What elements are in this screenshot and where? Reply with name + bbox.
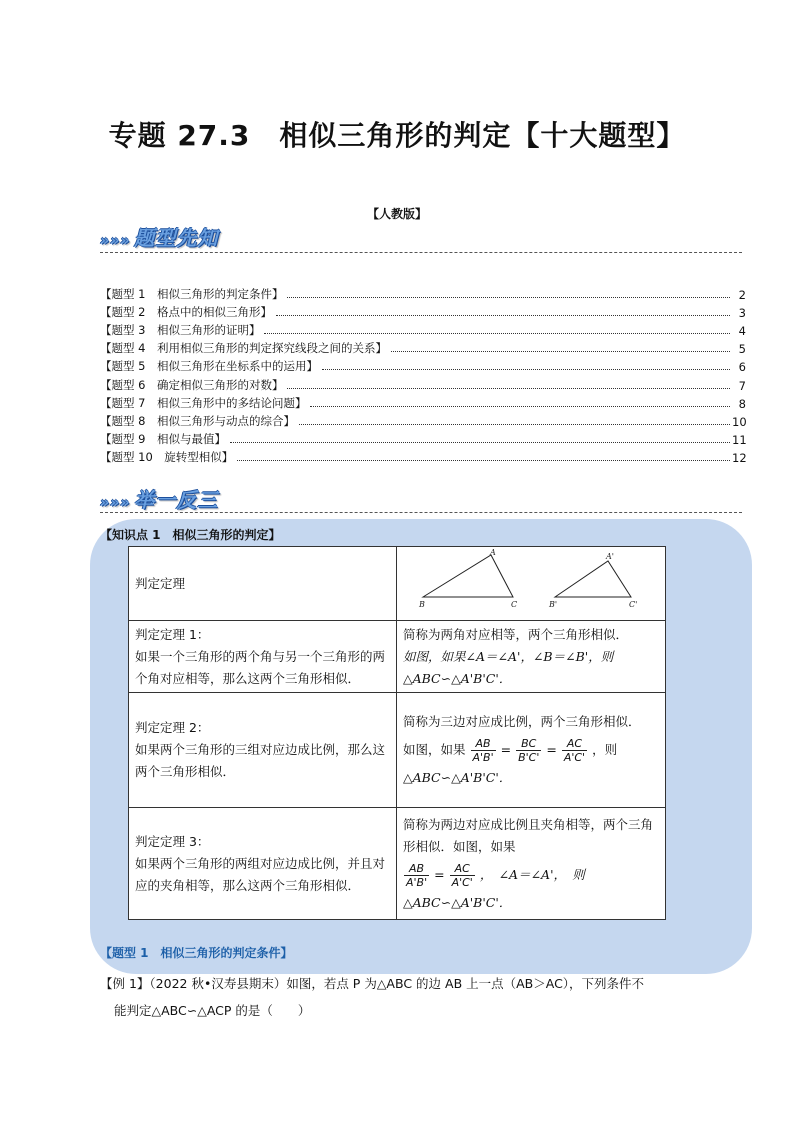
type-1-heading: 【题型 1 相似三角形的判定条件】: [100, 946, 293, 960]
vertex-a-prime: A': [606, 552, 614, 561]
theorem-1-name: 判定定理 1：: [135, 626, 210, 642]
summary-line: △ABC∽△A'B'C'．: [403, 670, 512, 686]
knowledge-title: 【知识点 1 相似三角形的判定】: [100, 528, 281, 542]
table-row: [129, 808, 666, 920]
theorem-1-desc: 如果一个三角形的两个角与另一个三角形的两个角对应相等，那么这两个三角形相似．: [135, 648, 386, 686]
toc-item[interactable]: 【题型 8 相似三角形与动点的综合】 10: [100, 413, 747, 429]
toc-item[interactable]: 【题型 6 确定相似三角形的对数】 7: [100, 377, 746, 393]
toc-item[interactable]: 【题型 2 格点中的相似三角形】 3: [100, 305, 746, 321]
document-title: 专题 27.3 相似三角形的判定【十大题型】: [108, 119, 686, 152]
fraction: $\frac{AC}{A'C'}$: [563, 737, 586, 764]
toc-item[interactable]: 【题型 3 相似三角形的证明】 4: [100, 323, 746, 339]
theorem-2-name: 判定定理 2：: [135, 720, 210, 735]
summary-line: 简称为三边对应成比例，两个三角形相似．: [403, 714, 641, 729]
summary-line: △ABC∽△A'B'C'．: [403, 770, 512, 785]
example-1: [100, 970, 710, 1024]
triangle-abc: [423, 555, 513, 597]
triangle-figure: [397, 547, 666, 621]
divider: [100, 252, 742, 253]
fraction: $\frac{AB}{A'B'}$: [472, 737, 494, 764]
similar-triangles-diagram: [403, 549, 659, 611]
theorem-3-name: 判定定理 3：: [135, 833, 210, 849]
vertex-a: A: [490, 549, 496, 557]
theorem-1-summary: [397, 621, 666, 693]
overview-banner-text: 题型先知: [134, 226, 219, 250]
vertex-b: B: [419, 600, 425, 609]
overview-banner: [100, 222, 218, 252]
fraction: $\frac{BC}{B'C'}$: [518, 737, 540, 764]
toc-item[interactable]: 【题型 10 旋转型相似】 12: [100, 449, 747, 465]
table-row: [129, 547, 666, 621]
example-1-line: 能判定△ABC∽△ACP 的是（ ）: [114, 1003, 311, 1018]
summary-line: 简称为两边对应成比例且夹角相等，两个三角形相似．如图，如果: [403, 816, 654, 854]
summary-line: 如图，如果∠A＝∠A'，∠B＝∠B'，则: [403, 648, 614, 664]
summary-line: 简称为两角对应相等，两个三角形相似．: [403, 626, 629, 642]
table-of-contents: [100, 284, 746, 465]
triangle-a2b2c2: [555, 561, 631, 597]
table-row: [129, 693, 666, 808]
theorem-2-cell: [129, 693, 397, 808]
divider: [100, 512, 742, 513]
header-label: 判定定理: [129, 547, 397, 621]
vertex-b-prime: B': [549, 600, 558, 609]
theorem-3-summary: [397, 808, 666, 920]
theorem-3-cell: [129, 808, 397, 920]
summary-line: $\frac{AB}{A'B'}$ = $\frac{AC}{A'C'}$ ， ∠A＝∠A'， 则: [406, 861, 585, 889]
fraction: $\frac{AC}{A'C'}$: [451, 861, 473, 889]
toc-item[interactable]: 【题型 5 相似三角形在坐标系中的运用】 6: [100, 359, 746, 375]
practice-banner-text: 举一反三: [134, 488, 219, 512]
summary-line: △ABC∽△A'B'C'．: [403, 894, 512, 910]
toc-item[interactable]: 【题型 1 相似三角形的判定条件】 2: [100, 287, 746, 303]
theorem-2-desc: 如果两个三角形的三组对应边成比例，那么这两个三角形相似．: [135, 742, 386, 779]
toc-item[interactable]: 【题型 4 利用相似三角形的判定探究线段之间的关系】 5: [100, 341, 746, 357]
vertex-c: C: [511, 600, 518, 609]
theorem-3-desc: 如果两个三角形的两组对应边成比例，并且对应的夹角相等，那么这两个三角形相似．: [135, 855, 386, 893]
edition-label: 【人教版】: [366, 207, 427, 221]
banner-arrows-icon: »»»: [100, 233, 131, 249]
theorem-1-cell: [129, 621, 397, 693]
toc-item[interactable]: 【题型 9 相似与最值】 11: [100, 431, 747, 447]
summary-line: 如图，如果 $\frac{AB}{A'B'}$ = $\frac{BC}{B'C'}$ = $\frac{AC}{A'C'}$ ，则: [403, 737, 618, 764]
example-1-line: 【例 1】（2022 秋•汉寿县期末）如图，若点 P 为△ABC 的边 AB 上一点（AB＞AC），下列条件不: [100, 976, 645, 991]
table-row: [129, 621, 666, 693]
theorem-table: [128, 546, 666, 920]
banner-arrows-icon: »»»: [100, 495, 131, 511]
vertex-c-prime: C': [629, 600, 638, 609]
fraction: $\frac{AB}{A'B'}$: [406, 861, 428, 889]
toc-item[interactable]: 【题型 7 相似三角形中的多结论问题】 8: [100, 395, 746, 411]
practice-banner: [100, 484, 218, 514]
theorem-2-summary: [397, 693, 666, 808]
